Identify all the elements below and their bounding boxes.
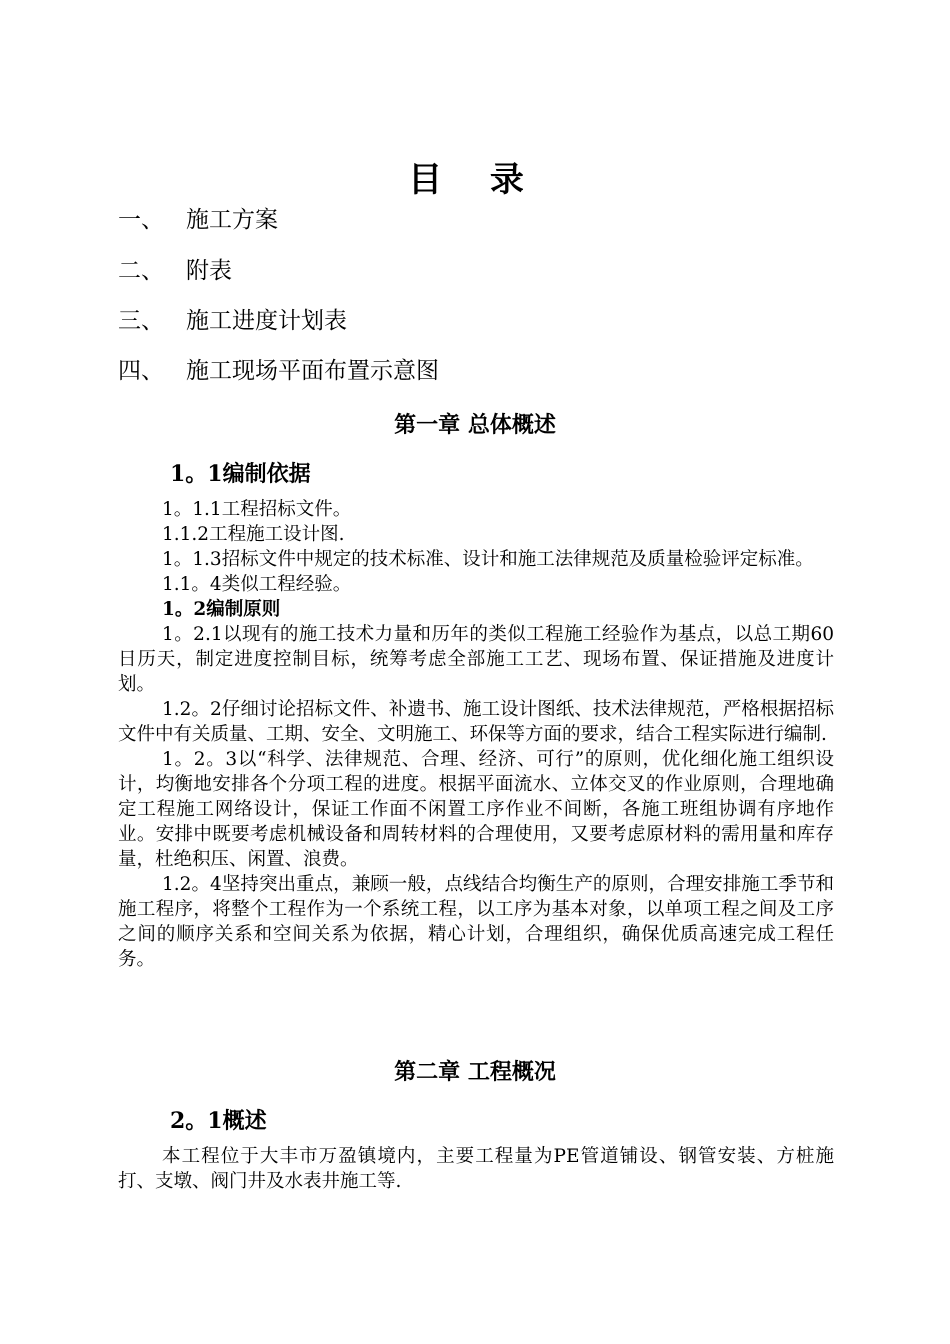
- list-item: 1.1。4类似工程经验。: [162, 574, 352, 595]
- toc-label: 施工进度计划表: [186, 308, 347, 334]
- toc-number: 二、: [118, 258, 164, 284]
- list-item: 1.1.2工程施工设计图.: [162, 524, 345, 545]
- paragraph: 1。2。3以“科学、法律规范、合理、经济、可行”的原则，优化细化施工组织设计，均衡地安排各个分项工程的进度。根据平面流水、立体交叉的作业原则，合理地确定工程施工网络设计，保证工作面不闲置工序作业不间断，各施工班组协调有序地作业。安排中既要考虑机械设备和周转材料的合理使用，又要考虑原材料的需用量和库存量，杜绝积压、闲置、浪费。: [118, 749, 834, 870]
- subsection-heading: 1。2编制原则: [162, 599, 281, 620]
- toc-number: 四、: [118, 358, 164, 384]
- section-heading: 2。1概述: [170, 1108, 267, 1134]
- paragraph: 1.2。4坚持突出重点，兼顾一般，点线结合均衡生产的原则，合理安排施工季节和施工程序，将整个工程作为一个系统工程，以工序为基本对象，以单项工程之间及工序之间的顺序关系和空间关系为依据，精心计划，合理组织，确保优质高速完成工程任务。: [118, 874, 834, 970]
- toc-item: [118, 306, 347, 336]
- chapter-title: 第二章 工程概况: [394, 1059, 556, 1085]
- paragraph: 1.2。2仔细讨论招标文件、补遗书、施工设计图纸、技术法律规范，严格根据招标文件中有关质量、工期、安全、文明施工、环保等方面的要求，结合工程实际进行编制.: [118, 699, 834, 745]
- chapter-title: 第一章 总体概述: [394, 412, 556, 438]
- chapter1-body: [118, 497, 834, 972]
- toc-number: 一、: [118, 207, 164, 233]
- toc-item: [118, 205, 278, 235]
- toc-item: [118, 256, 232, 286]
- paragraph: 本工程位于大丰市万盈镇境内，主要工程量为PE管道铺设、钢管安装、方桩施打、支墩、阀门井及水表井施工等.: [118, 1146, 834, 1192]
- chapter2-body: [118, 1144, 834, 1194]
- toc-label: 附表: [186, 258, 232, 284]
- page-title: 目 录: [408, 160, 542, 200]
- toc-item: [118, 356, 439, 386]
- list-item: 1。1.1工程招标文件。: [162, 499, 352, 520]
- toc-number: 三、: [118, 308, 164, 334]
- list-item: 1。1.3招标文件中规定的技术标准、设计和施工法律规范及质量检验评定标准。: [162, 549, 814, 570]
- toc-label: 施工方案: [186, 207, 278, 233]
- section-heading: 1。1编制依据: [170, 461, 311, 487]
- toc-label: 施工现场平面布置示意图: [186, 358, 439, 384]
- paragraph: 1。2.1以现有的施工技术力量和历年的类似工程施工经验作为基点，以总工期60日历天，制定进度控制目标，统筹考虑全部施工工艺、现场布置、保证措施及进度计划。: [118, 624, 834, 695]
